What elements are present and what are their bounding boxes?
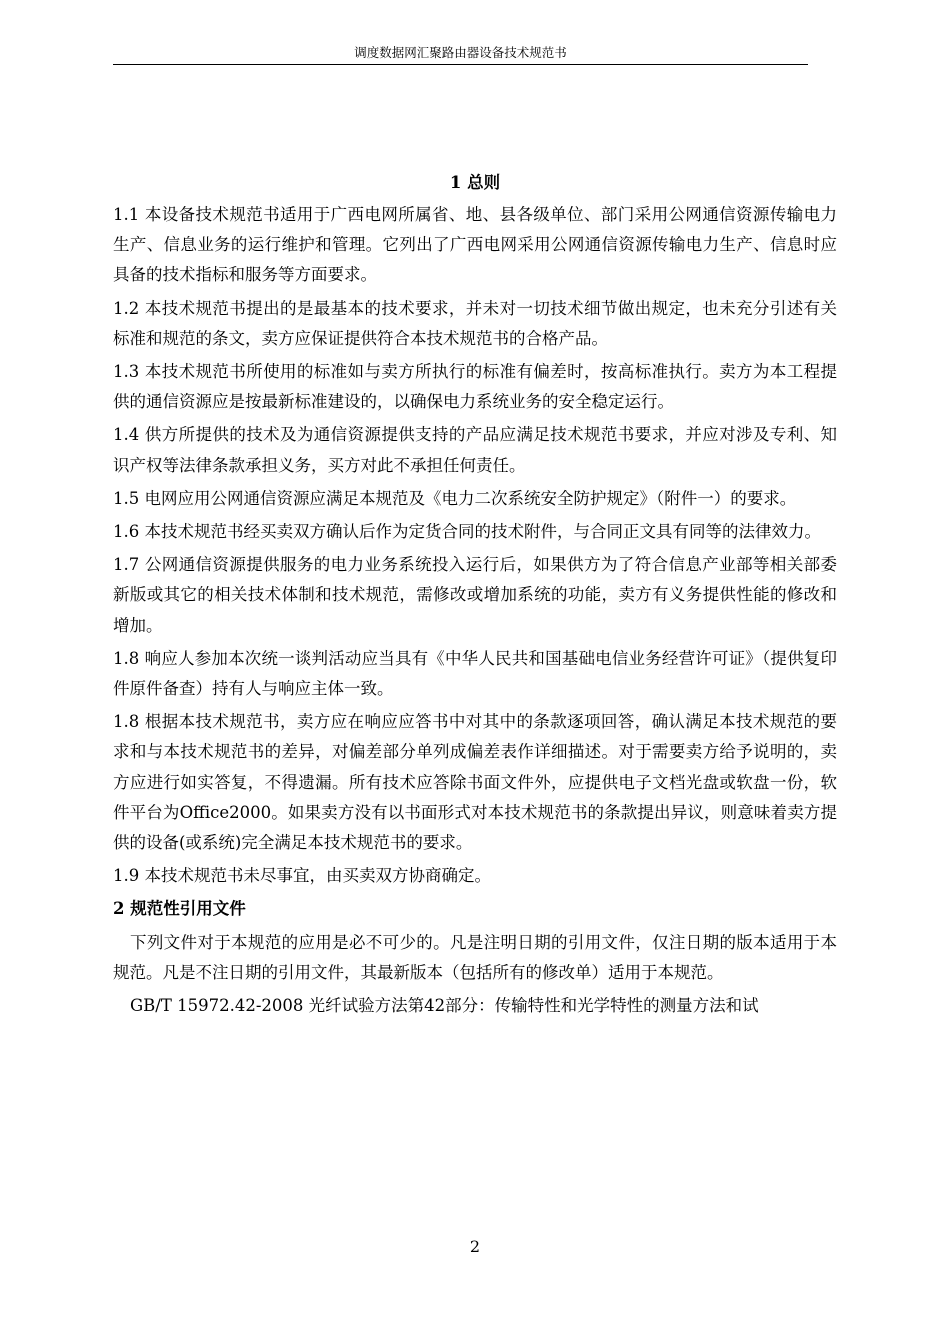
reference-item: GB/T 15972.42-2008 光纤试验方法第42部分：传输特性和光学特性的测量方法和试	[130, 996, 759, 1016]
section-2-title: 2 规范性引用文件	[113, 899, 246, 919]
clause-1-8-b: 1.8 根据本技术规范书，卖方应在响应应答书中对其中的条款逐项回答，确认满足本技术规范的要求和与本技术规范书的差异，对偏差部分单列成偏差表作详细描述。对于需要卖方给予说明的，卖方应进行如实答复，不得遗漏。所有技术应答除书面文件外，应提供电子文档光盘或软盘一份，软件平台为Office2000。如果卖方没有以书面形式对本技术规范书的条款提出异议，则意味着卖方提供的设备(或系统)完全满足本技术规范书的要求。	[113, 712, 837, 853]
header-divider	[113, 64, 808, 65]
running-header: 调度数据网汇聚路由器设备技术规范书	[354, 45, 567, 60]
document-body	[113, 168, 837, 1024]
clause-1-3: 1.3 本技术规范书所使用的标准如与卖方所执行的标准有偏差时，按高标准执行。卖方为本工程提供的通信资源应是按最新标准建设的，以确保电力系统业务的安全稳定运行。	[113, 362, 837, 412]
section-1-title: 1 总则	[449, 173, 501, 192]
clause-1-9: 1.9 本技术规范书未尽事宜，由买卖双方协商确定。	[113, 866, 491, 886]
page-number: 2	[469, 1237, 481, 1256]
clause-1-5: 1.5 电网应用公网通信资源应满足本规范及《电力二次系统安全防护规定》（附件一）的要求。	[113, 488, 797, 508]
clause-1-2: 1.2 本技术规范书提出的是最基本的技术要求，并未对一切技术细节做出规定，也未充分引述有关标准和规范的条文，卖方应保证提供符合本技术规范书的合格产品。	[113, 298, 837, 348]
clause-1-8-a: 1.8 响应人参加本次统一谈判活动应当具有《中华人民共和国基础电信业务经营许可证》（提供复印件原件备查）持有人与响应主体一致。	[113, 648, 837, 699]
section-2-intro: 下列文件对于本规范的应用是必不可少的。凡是注明日期的引用文件，仅注日期的版本适用于本规范。凡是不注日期的引用文件，其最新版本（包括所有的修改单）适用于本规范。	[113, 932, 837, 982]
clause-1-6: 1.6 本技术规范书经买卖双方确认后作为定货合同的技术附件，与合同正文具有同等的法律效力。	[113, 522, 821, 542]
clause-1-1: 1.1 本设备技术规范书适用于广西电网所属省、地、县各级单位、部门采用公网通信资源传输电力生产、信息业务的运行维护和管理。它列出了广西电网采用公网通信资源传输电力生产、信息时应具备的技术指标和服务等方面要求。	[113, 205, 837, 285]
clause-1-7: 1.7 公网通信资源提供服务的电力业务系统投入运行后，如果供方为了符合信息产业部等相关部委新版或其它的相关技术体制和技术规范，需修改或增加系统的功能，卖方有义务提供性能的修改和增加。	[113, 555, 837, 635]
clause-1-4: 1.4 供方所提供的技术及为通信资源提供支持的产品应满足技术规范书要求，并应对涉及专利、知识产权等法律条款承担义务，买方对此不承担任何责任。	[113, 425, 837, 475]
